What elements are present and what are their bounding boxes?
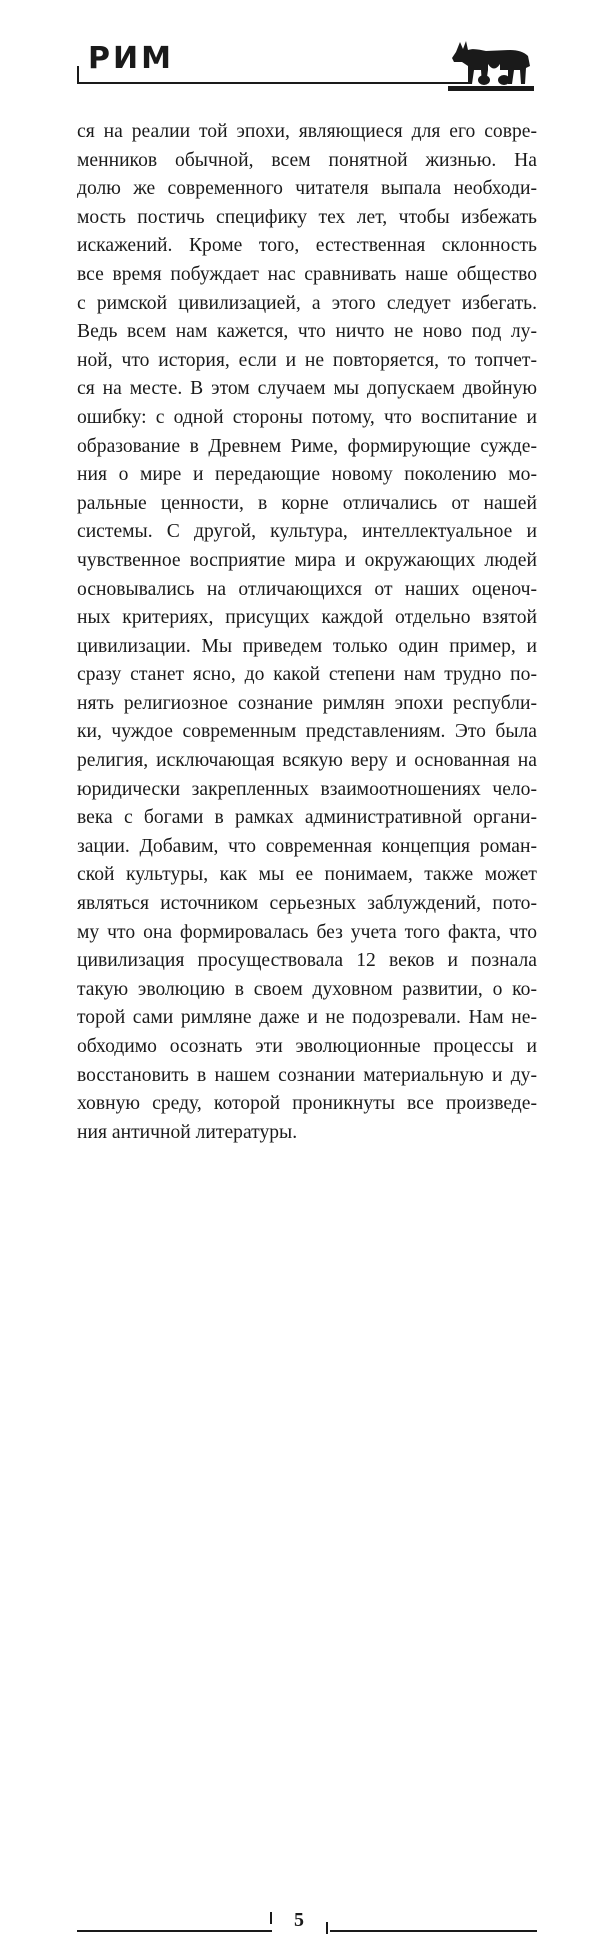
text-line: чувственное восприятие мира и окружающих людей [77,549,537,571]
text-line: искажений. Кроме того, естественная склонность [77,235,537,257]
text-line: ки, чуждое современным представлениям. Это была [77,721,537,743]
text-line: долю же современного читателя выпала необходи- [77,178,537,200]
text-line: менников обычной, всем понятной жизнью. На [77,149,537,171]
running-header [0,0,600,100]
text-line: зации. Добавим, что современная концепция роман- [77,835,537,857]
footer-rule-left [77,1930,272,1932]
text-line: торой сами римляне даже и не подозревали. Нам не- [77,1007,537,1029]
text-line: ной, что история, если и не повторяется, то топчет- [77,349,537,371]
text-line: основывались на отличающихся от наших оценоч- [77,578,537,600]
text-line: ся на реалии той эпохи, являющиеся для его совре- [77,121,537,142]
text-line: ской культуры, как мы ее понимаем, также может [77,864,537,886]
text-line: ных критериях, присущих каждой отдельно взятой [77,607,537,629]
text-line: му что она формировалась без учета того факта, что [77,921,537,943]
text-line: ся на месте. В этом случаем мы допускаем двойную [77,378,537,400]
she-wolf-icon [448,36,534,92]
running-header-title: РИМ [88,41,174,76]
text-line: образование в Древнем Риме, формирующие сужде- [77,435,537,457]
text-line: с римской цивилизацией, а этого следует избегать. [77,292,537,314]
text-line: системы. С другой, культура, интеллектуальное и [77,521,537,543]
header-rule [77,82,469,84]
footer-bracket-right [326,1922,328,1934]
text-line: цивилизации. Мы приведем только один пример, и [77,635,537,657]
text-line: ховную среду, которой проникнуты все произведе- [77,1093,537,1115]
text-line: являться источником серьезных заблуждений, пото- [77,893,537,915]
text-line: сразу станет ясно, до какой степени нам трудно по- [77,664,537,686]
text-line: религия, исключающая всякую веру и основанная на [77,750,537,772]
text-line: ральные ценности, в корне отличались от нашей [77,492,537,514]
text-line: юридически закрепленных взаимоотношениях чело- [77,778,537,800]
text-line: века с богами в рамках административной органи- [77,807,537,829]
text-line: ния о мире и передающие новому поколению мо- [77,464,537,486]
text-line: нять религиозное сознание римлян эпохи республи- [77,692,537,714]
text-line: ния античной литературы. [77,1121,298,1143]
page-number: 5 [294,1909,304,1931]
text-line: восстановить в нашем сознании материальную и ду- [77,1064,537,1086]
text-line: мость постичь специфику тех лет, чтобы избежать [77,206,537,228]
footer-rule-right [330,1930,537,1932]
text-line: такую эволюцию в своем духовном развитии, о ко- [77,978,537,1000]
text-line: обходимо осознать эти эволюционные процессы и [77,1036,537,1057]
text-line: Ведь всем нам кажется, что ничто не ново под лу- [77,321,537,343]
text-line: цивилизация просуществовала 12 веков и познала [77,950,537,972]
text-line: все время побуждает нас сравнивать наше общество [77,263,537,285]
text-line: ошибку: с одной стороны потому, что воспитание и [77,406,537,428]
